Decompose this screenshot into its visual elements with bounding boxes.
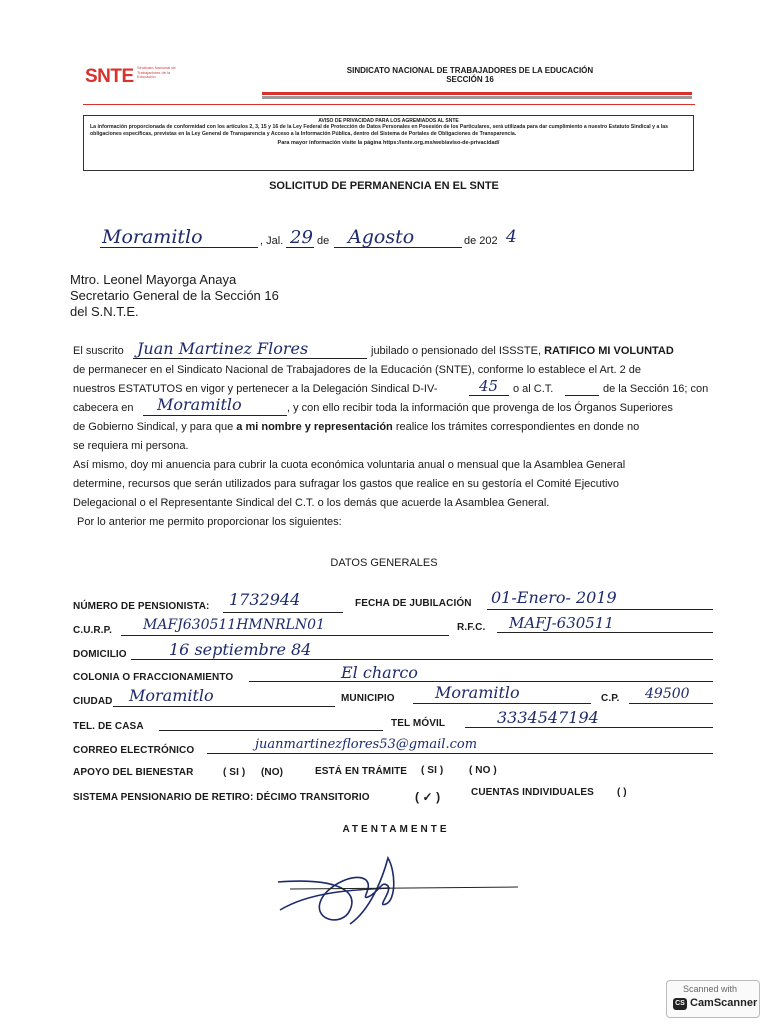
tel-movil-value: 3334547194: [497, 708, 599, 727]
pensionista-label: NÚMERO DE PENSIONISTA:: [73, 601, 210, 612]
logo-subtitle: Sindicato Nacional de Trabajadores de la Educación: [137, 65, 176, 79]
domicilio-value: 16 septiembre 84: [169, 640, 312, 659]
recipient-role: Secretario General de la Sección 16: [70, 288, 279, 303]
delegacion-value: 45: [479, 377, 499, 395]
cuentas-label: CUENTAS INDIVIDUALES: [471, 787, 594, 798]
rfc-value: MAFJ-630511: [509, 614, 614, 632]
paragraph-line-2: de permanecer en el Sindicato Nacional de Trabajadores de la Educación (SNTE), conforme lo establece el Art. 2 de: [73, 364, 642, 376]
decimo-check: ( ✓ ): [415, 790, 441, 804]
org-name: SINDICATO NACIONAL DE TRABAJADORES DE LA EDUCACIÓN: [346, 66, 594, 75]
header-title: [300, 66, 640, 84]
jubilacion-label: FECHA DE JUBILACIÓN: [355, 598, 472, 609]
correo-label: CORREO ELECTRÓNICO: [73, 745, 195, 756]
paragraph-line-9: Delegacional o el Representante Sindical del C.T. o los demás que acuerde la Asamblea General.: [73, 497, 550, 509]
privacy-title: AVISO DE PRIVACIDAD PARA LOS AGREMIADOS AL SNTE: [318, 118, 459, 124]
privacy-body: La información proporcionada de conformidad con los artículos 2, 3, 15 y 16 de la Ley Federal de Protección de Datos Personales en Posesión de los Particulares, será utilizada para dar cumplimiento a nuestro Estatuto Sindical y a las obligaciones específicas, previstas en la Ley General de Transparencia y Acceso a la Información Pública, dentro del Sistema de Portales de Obligaciones de Transparencia.: [90, 124, 669, 137]
camscanner-line2: CamScanner: [690, 997, 758, 1009]
rfc-label: R.F.C.: [457, 622, 486, 633]
cabecera-label: cabecera en: [73, 402, 134, 414]
apoyo-si: ( SI ): [223, 767, 246, 778]
tramite-no: ( NO ): [469, 765, 497, 776]
correo-value: juanmartinezflores53@gmail.com: [255, 737, 478, 752]
sistema-label: SISTEMA PENSIONARIO DE RETIRO: DÉCIMO TRANSITORIO: [73, 792, 370, 803]
stripe-red: [262, 92, 692, 95]
ct-label: o al C.T.: [513, 383, 554, 395]
suscrito-rest: jubilado o pensionado del ISSSTE, RATIFICO MI VOLUNTAD: [371, 345, 674, 357]
date-line: [100, 226, 520, 252]
apoyo-label: APOYO DEL BIENESTAR: [73, 767, 194, 778]
atentamente: ATENTAMENTE: [342, 824, 450, 835]
pensionista-value: 1732944: [229, 590, 301, 609]
municipio-label: MUNICIPIO: [341, 693, 395, 704]
stripe-gray: [262, 96, 692, 99]
camscanner-line1: Scanned with: [683, 984, 738, 994]
ciudad-value: Moramitlo: [129, 686, 214, 705]
date-de: de: [317, 235, 330, 247]
curp-value: MAFJ630511HMNRLN01: [143, 617, 325, 633]
date-month: Agosto: [348, 226, 415, 248]
tramite-label: ESTÁ EN TRÁMITE: [315, 766, 408, 777]
ciudad-label: CIUDAD: [73, 696, 113, 707]
paragraph-line-5: de Gobierno Sindical, y para que a mi nombre y representación realice los trámites correspondientes en donde no: [73, 421, 640, 433]
paragraph-line-8: determine, recursos que serán utilizados para sufragar los gastos que realice en su gestoría el Comité Ejecutivo: [73, 478, 620, 490]
apoyo-no: (NO): [261, 767, 284, 778]
domicilio-label: DOMICILIO: [73, 649, 127, 660]
delegacion-label: nuestros ESTATUTOS en vigor y pertenecer a la Delegación Sindical D-IV-: [73, 383, 438, 395]
jubilacion-value: 01-Enero- 2019: [491, 588, 617, 607]
curp-label: C.U.R.P.: [73, 625, 112, 636]
date-state: , Jal.: [260, 235, 284, 247]
paragraph-line-7: Así mismo, doy mi anuencia para cubrir la cuota económica voluntaria anual o mensual que la Asamblea General: [73, 459, 626, 471]
camscanner-badge: [666, 980, 760, 1018]
suscrito-label: El suscrito: [73, 345, 124, 357]
recipient-org: del S.N.T.E.: [70, 304, 139, 319]
cp-value: 49500: [645, 686, 690, 702]
cabecera-value: Moramitlo: [157, 395, 242, 414]
header-rule: [83, 104, 695, 105]
header-stripes: [262, 92, 692, 100]
cs-icon: CS: [673, 998, 687, 1010]
date-place: Moramitlo: [102, 226, 203, 248]
date-year-suffix: 4: [506, 227, 517, 247]
colonia-value: El charco: [341, 663, 418, 682]
cp-label: C.P.: [601, 693, 620, 704]
colonia-label: COLONIA O FRACCIONAMIENTO: [73, 672, 234, 683]
paragraph-line-10: Por lo anterior me permito proporcionar los siguientes:: [77, 516, 342, 528]
request-paragraph: [73, 339, 713, 532]
seccion-text: de la Sección 16; con: [603, 383, 709, 395]
date-year-prefix: de 202: [464, 235, 498, 247]
recipient-name: Mtro. Leonel Mayorga Anaya: [70, 272, 237, 287]
municipio-value: Moramitlo: [435, 683, 520, 702]
tel-casa-label: TEL. DE CASA: [73, 721, 144, 732]
cabecera-rest: , y con ello recibir toda la información que provenga de los Órganos Superiores: [287, 402, 673, 414]
snte-logo: [85, 64, 181, 100]
tramite-si: ( SI ): [421, 765, 444, 776]
recipient: [70, 272, 279, 320]
paragraph-line-6: se requiera mi persona.: [73, 440, 189, 452]
logo-text: SNTE: [85, 66, 134, 87]
section-name: SECCIÓN 16: [446, 75, 494, 84]
suscrito-name: Juan Martinez Flores: [137, 339, 309, 358]
datos-title: DATOS GENERALES: [330, 557, 438, 569]
datos-generales: [73, 590, 723, 810]
privacy-more-info: Para mayor información visite la página https://snte.org.mx/web/aviso-de-privacidad/: [277, 140, 500, 147]
tel-movil-label: TEL MÓVIL: [391, 718, 446, 729]
signature: [270, 850, 530, 930]
date-day: 29: [290, 227, 313, 248]
cuentas-mark: ( ): [617, 787, 627, 798]
form-title: SOLICITUD DE PERMANENCIA EN EL SNTE: [269, 180, 499, 192]
privacy-notice: [83, 115, 694, 171]
